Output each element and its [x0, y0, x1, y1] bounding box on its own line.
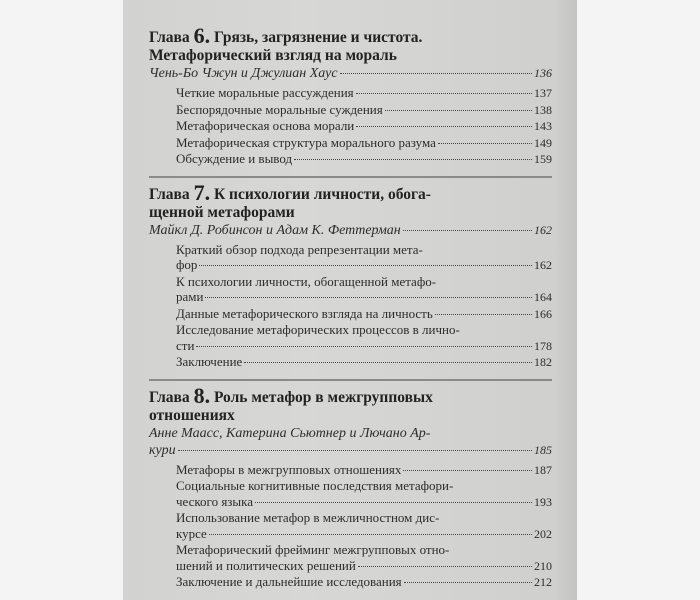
chapter-label: Глава: [149, 185, 194, 203]
chapter-title-line-2: щенной метафорами: [149, 203, 295, 221]
page-number: 138: [534, 102, 552, 117]
dot-leader: [178, 450, 532, 451]
entry-text-line-1: Краткий обзор подхода репрезентации мета-: [176, 241, 423, 257]
entry-text-line-1: Использование метафор в межличностном дис-: [176, 510, 440, 525]
dot-leader: [356, 93, 532, 94]
page-edge-shadow: [555, 0, 577, 600]
entry-text: фор: [176, 257, 198, 272]
toc-entry: [176, 102, 552, 119]
entry-text: ческого языка: [176, 493, 254, 509]
chapter-entries: [176, 462, 552, 591]
table-of-contents: [149, 23, 552, 591]
toc-entry: [176, 354, 552, 371]
dot-leader: [209, 534, 532, 535]
toc-entry: [176, 151, 552, 168]
chapter-title-line-1: К психологии личности, обога-: [210, 185, 431, 203]
authors-text-line-1: Анне Маасс, Катерина Сьютнер и Лючано Ар-: [149, 425, 431, 441]
dot-leader: [385, 110, 532, 111]
page-number: 202: [534, 526, 552, 541]
entry-text-line-1: Метафорический фрейминг межгрупповых отно-: [176, 542, 450, 557]
dot-leader: [340, 73, 532, 74]
page-number: 178: [534, 338, 552, 353]
page-number: 166: [534, 306, 552, 321]
chapter-divider: [149, 176, 552, 178]
chapter-8: [149, 382, 552, 591]
page-number: 193: [534, 494, 552, 509]
chapter-divider: [149, 379, 552, 381]
chapter-entries: [176, 85, 552, 168]
toc-entry: [176, 542, 552, 574]
dot-leader: [244, 362, 532, 363]
page-number: 149: [534, 135, 552, 150]
entry-text-line-1: Исследование метафорических процессов в лично-: [176, 322, 460, 337]
authors-text: Чень-Бо Чжун и Джулиан Хаус: [149, 66, 338, 81]
authors-text: кури: [149, 442, 176, 458]
entry-text: Четкие моральные рассуждения: [176, 85, 354, 100]
chapter-number: 8.: [193, 382, 211, 408]
entry-text-line-1: Социальные когнитивные последствия метафори-: [176, 478, 454, 493]
entry-text: Беспорядочные моральные суждения: [176, 101, 383, 117]
entry-text: Метафорическая основа морали: [176, 118, 355, 133]
chapter-title-line-1: Грязь, загрязнение и чистота.: [210, 29, 423, 46]
dot-leader: [294, 159, 532, 160]
entry-text: Обсуждение и вывод: [176, 151, 293, 166]
authors-text: Майкл Д. Робинсон и Адам К. Феттерман: [149, 222, 401, 238]
chapter-6-heading: [149, 23, 552, 48]
page-number: 162: [534, 222, 552, 237]
toc-entry: [176, 510, 552, 542]
toc-entry: [176, 242, 552, 274]
page-number: 143: [534, 119, 552, 133]
entry-text: Данные метафорического взгляда на личность: [176, 305, 433, 321]
toc-entry: [176, 462, 552, 479]
dot-leader: [438, 143, 532, 144]
dot-leader: [403, 230, 532, 231]
dot-leader: [358, 566, 532, 567]
entry-text: рами: [176, 289, 204, 304]
entry-text: сти: [176, 337, 195, 353]
page-number: 137: [534, 86, 552, 100]
dot-leader: [255, 502, 532, 503]
page-number: 187: [534, 462, 552, 477]
page-number: 162: [534, 258, 552, 272]
page-number: 210: [534, 558, 552, 573]
chapter-authors: [149, 222, 552, 239]
toc-entry: [176, 306, 552, 323]
chapter-label: Глава: [149, 29, 194, 46]
dot-leader: [356, 126, 532, 127]
toc-entry: [176, 322, 552, 354]
entry-text: шений и политических решений: [176, 557, 356, 573]
toc-entry: [176, 574, 552, 591]
chapter-7: [149, 179, 552, 371]
toc-entry: [176, 85, 552, 102]
book-page: [123, 0, 577, 600]
dot-leader: [199, 265, 532, 266]
toc-entry: [176, 478, 552, 510]
chapter-authors: [149, 65, 552, 82]
chapter-6: [149, 23, 552, 168]
dot-leader: [404, 582, 532, 583]
dot-leader: [205, 297, 532, 298]
page-number: 159: [534, 152, 552, 166]
dot-leader: [435, 314, 532, 315]
chapter-label: Глава: [149, 388, 194, 406]
page-number: 212: [534, 575, 552, 589]
page-number: 136: [534, 66, 552, 80]
entry-text: Метафорическая структура морального разума: [176, 134, 436, 150]
entry-text: Заключение: [176, 354, 243, 369]
page-number: 182: [534, 355, 552, 369]
page-number: 164: [534, 290, 552, 304]
chapter-entries: [176, 242, 552, 371]
page-number: 185: [534, 442, 552, 457]
chapter-number: 6.: [193, 23, 211, 48]
chapter-title-line-2: отношениях: [149, 406, 235, 424]
chapter-number: 7.: [193, 179, 211, 205]
entry-text-line-1: К психологии личности, обогащенной метафо-: [176, 273, 437, 289]
entry-text: курсе: [176, 525, 207, 541]
chapter-7-heading: [149, 179, 552, 205]
entry-text: Метафоры в межгрупповых отношениях: [176, 461, 402, 477]
entry-text: Заключение и дальнейшие исследования: [176, 574, 402, 589]
chapter-authors: [149, 425, 552, 459]
chapter-title-line-1: Роль метафор в межгрупповых: [210, 388, 433, 406]
chapter-title-line-2: Метафорический взгляд на мораль: [149, 47, 397, 64]
toc-entry: [176, 274, 552, 306]
chapter-8-heading: [149, 382, 552, 408]
dot-leader: [403, 470, 532, 471]
toc-entry: [176, 118, 552, 135]
toc-entry: [176, 135, 552, 152]
dot-leader: [196, 346, 532, 347]
